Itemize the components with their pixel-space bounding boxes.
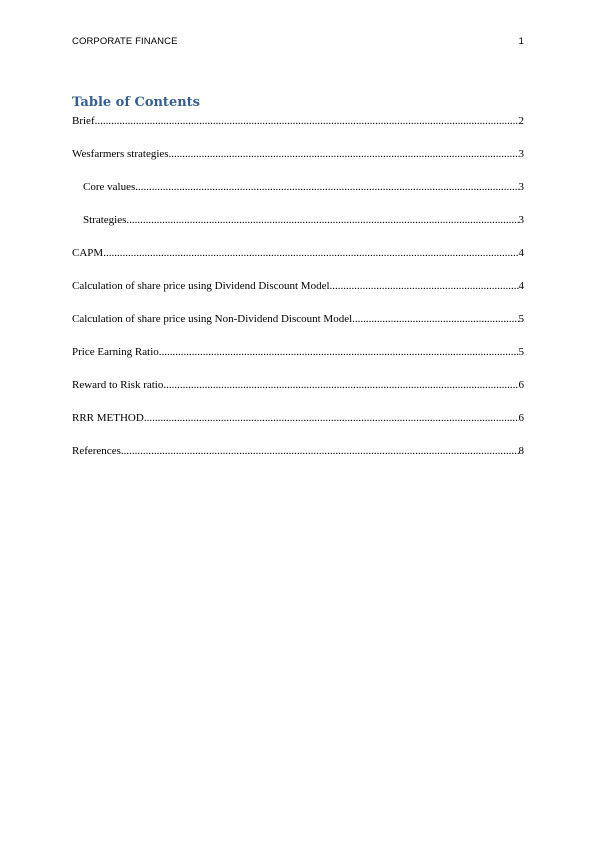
toc-dot-leader xyxy=(95,114,519,128)
toc-entry-non-dividend-discount-model[interactable] xyxy=(72,312,524,345)
toc-dot-leader xyxy=(159,345,519,359)
toc-dot-leader xyxy=(135,180,518,194)
toc-entry-page: 5 xyxy=(518,346,524,358)
toc-dot-leader xyxy=(330,279,519,293)
toc-entry-page: 3 xyxy=(518,181,524,193)
toc-entry-label: Brief xyxy=(72,115,95,127)
toc-entry-label: Strategies xyxy=(83,214,127,226)
toc-dot-leader xyxy=(126,213,518,227)
toc-entry-core-values[interactable] xyxy=(72,180,524,213)
toc-dot-leader xyxy=(103,246,518,260)
toc-entry-price-earning-ratio[interactable] xyxy=(72,345,524,378)
toc-entry-label: Reward to Risk ratio xyxy=(72,379,164,391)
toc-entry-capm[interactable] xyxy=(72,246,524,279)
toc-dot-leader xyxy=(352,312,518,326)
toc-entry-page: 6 xyxy=(518,379,524,391)
toc-entry-label: Price Earning Ratio xyxy=(72,346,159,358)
header-title: CORPORATE FINANCE xyxy=(72,36,178,47)
toc-entry-label: CAPM xyxy=(72,247,104,259)
toc-entry-page: 4 xyxy=(518,247,524,259)
toc-entry-page: 5 xyxy=(518,313,524,325)
toc-entry-label: Core values xyxy=(83,181,136,193)
toc-entry-label: Calculation of share price using Dividend Discount Model xyxy=(72,280,330,292)
toc-dot-leader xyxy=(144,411,519,425)
toc-entry-label: RRR METHOD xyxy=(72,412,144,424)
toc-entry-page: 3 xyxy=(518,148,524,160)
table-of-contents xyxy=(72,114,524,477)
toc-entry-page: 8 xyxy=(518,445,524,457)
toc-dot-leader xyxy=(163,378,518,392)
toc-entry-references[interactable] xyxy=(72,444,524,477)
toc-entry-dividend-discount-model[interactable] xyxy=(72,279,524,312)
header-page-number: 1 xyxy=(518,36,524,47)
toc-entry-rrr-method[interactable] xyxy=(72,411,524,444)
toc-entry-label: Calculation of share price using Non-Dividend Discount Model xyxy=(72,313,353,325)
toc-entry-page: 4 xyxy=(518,280,524,292)
page-header xyxy=(72,36,524,50)
toc-entry-page: 2 xyxy=(518,115,524,127)
toc-entry-reward-to-risk-ratio[interactable] xyxy=(72,378,524,411)
toc-heading: Table of Contents xyxy=(72,95,200,110)
toc-entry-page: 6 xyxy=(518,412,524,424)
toc-entry-label: Wesfarmers strategies xyxy=(72,148,169,160)
toc-dot-leader xyxy=(121,444,519,458)
toc-entry-wesfarmers-strategies[interactable] xyxy=(72,147,524,180)
toc-dot-leader xyxy=(169,147,519,161)
toc-entry-strategies[interactable] xyxy=(72,213,524,246)
toc-entry-label: References xyxy=(72,445,121,457)
toc-entry-brief[interactable] xyxy=(72,114,524,147)
toc-entry-page: 3 xyxy=(518,214,524,226)
